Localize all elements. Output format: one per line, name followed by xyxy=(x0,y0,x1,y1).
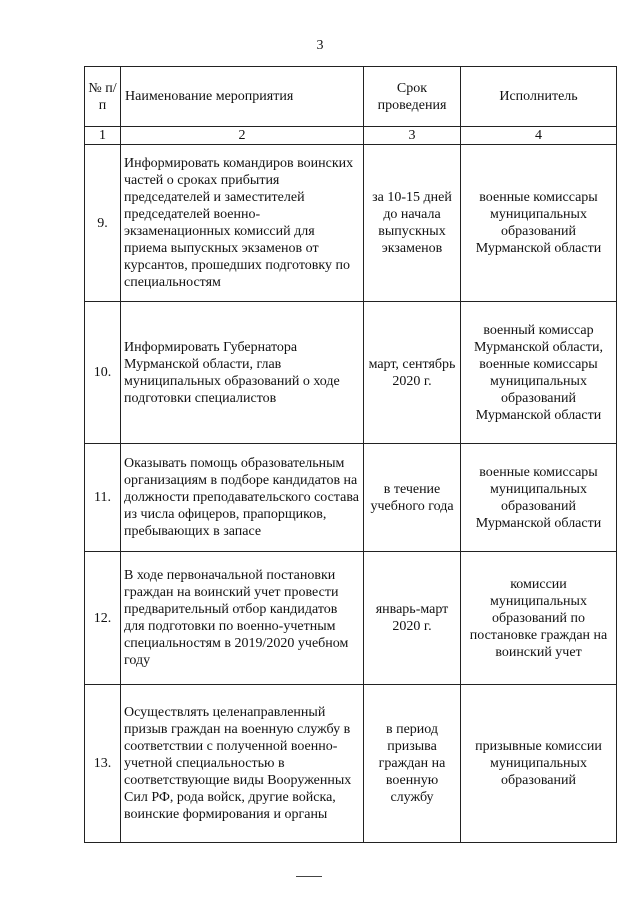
table-header-row xyxy=(85,67,617,127)
event-term: март, сентябрь 2020 г. xyxy=(364,302,461,444)
event-executor: военные комиссары муниципальных образований Мурманской области xyxy=(461,444,617,552)
row-number: 13. xyxy=(85,685,121,843)
event-name: Оказывать помощь образовательным организациям в подборе кандидатов на должности преподавательского состава из числа офицеров, прапорщиков, пребывающих в запасе xyxy=(121,444,364,552)
row-number: 10. xyxy=(85,302,121,444)
table-row xyxy=(85,302,617,444)
table-row xyxy=(85,552,617,685)
event-name: Информировать командиров воинских частей о сроках прибытия председателей и заместителей председателей военно-экзаменационных комиссий для приема выпускных экзаменов от курсантов, прошедших подготовку по специальностям xyxy=(121,145,364,302)
footer-divider xyxy=(296,876,322,877)
header-number: № п/п xyxy=(85,67,121,127)
row-number: 12. xyxy=(85,552,121,685)
column-index: 1 xyxy=(85,127,121,145)
row-number: 11. xyxy=(85,444,121,552)
column-index: 2 xyxy=(121,127,364,145)
event-term: в период призыва граждан на военную службу xyxy=(364,685,461,843)
header-executor: Исполнитель xyxy=(461,67,617,127)
column-index: 3 xyxy=(364,127,461,145)
column-index: 4 xyxy=(461,127,617,145)
table-row xyxy=(85,145,617,302)
column-index-row xyxy=(85,127,617,145)
table-row xyxy=(85,685,617,843)
event-term: за 10-15 дней до начала выпускных экзаменов xyxy=(364,145,461,302)
header-term: Срок проведения xyxy=(364,67,461,127)
event-name: В ходе первоначальной постановки граждан на воинский учет провести предварительный отбор кандидатов для подготовки по военно-учетным специальностям в 2019/2020 учебном году xyxy=(121,552,364,685)
event-executor: военные комиссары муниципальных образований Мурманской области xyxy=(461,145,617,302)
event-term: январь-март 2020 г. xyxy=(364,552,461,685)
events-plan-table xyxy=(84,66,617,843)
event-executor: военный комиссар Мурманской области, военные комиссары муниципальных образований Мурманской области xyxy=(461,302,617,444)
row-number: 9. xyxy=(85,145,121,302)
event-term: в течение учебного года xyxy=(364,444,461,552)
event-executor: комиссии муниципальных образований по постановке граждан на воинский учет xyxy=(461,552,617,685)
event-executor: призывные комиссии муниципальных образований xyxy=(461,685,617,843)
event-name: Осуществлять целенаправленный призыв граждан на военную службу в соответствии с полученной военно-учетной специальностью в соответствующие виды Вооруженных Сил РФ, рода войск, другие войска, воинские формирования и органы xyxy=(121,685,364,843)
table-row xyxy=(85,444,617,552)
event-name: Информировать Губернатора Мурманской области, глав муниципальных образований о ходе подготовки специалистов xyxy=(121,302,364,444)
page-number: 3 xyxy=(316,38,324,53)
header-event-name: Наименование мероприятия xyxy=(121,67,364,127)
